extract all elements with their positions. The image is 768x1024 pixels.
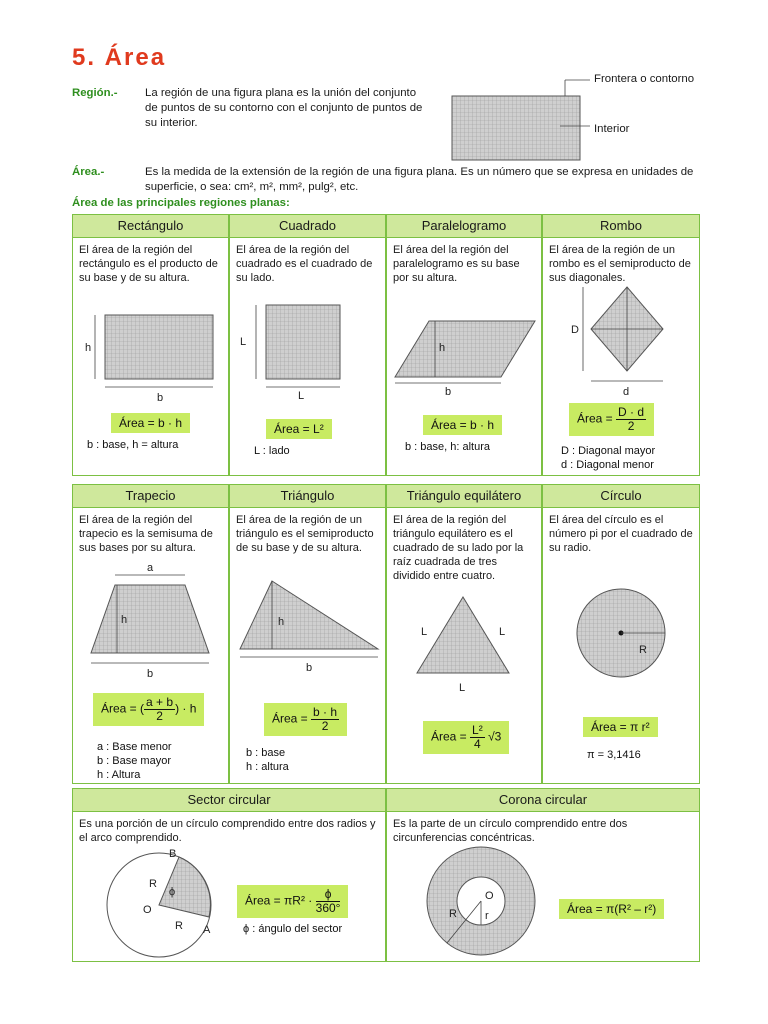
parallelogram-figure bbox=[395, 315, 535, 398]
panel-title: Triángulo equilátero bbox=[387, 485, 541, 508]
label-O: O bbox=[143, 904, 152, 916]
label-D: D bbox=[571, 324, 579, 336]
note-b: b : base bbox=[246, 747, 286, 759]
label-r: R bbox=[639, 644, 647, 656]
formula: Área = L² bbox=[266, 419, 332, 439]
panel-rectangulo bbox=[72, 214, 229, 476]
formula-num: b · h bbox=[313, 705, 338, 719]
panel-triangulo bbox=[229, 484, 386, 784]
label-h: h bbox=[439, 342, 446, 354]
formula-note: b : base, h = altura bbox=[87, 439, 179, 451]
label-l-bottom: L bbox=[298, 390, 305, 402]
page-title: 5. Área bbox=[72, 44, 167, 71]
label-A: A bbox=[203, 924, 211, 936]
panel-trapecio bbox=[72, 484, 229, 784]
label-h: h bbox=[278, 616, 285, 628]
formula-lhs: Área = bbox=[577, 411, 613, 426]
panel-title: Cuadrado bbox=[230, 215, 385, 238]
interior-label: Interior bbox=[594, 123, 630, 135]
label-b: b bbox=[147, 668, 154, 680]
panel-text: El área de la región de un triángulo es el semiproducto de su base y de su altura. bbox=[236, 514, 374, 554]
formula-note: b : base, h: altura bbox=[405, 441, 490, 453]
formula-num: a + b bbox=[146, 695, 174, 709]
formula: Área = π r² bbox=[583, 717, 658, 737]
formula: Área = π(R² – r²) bbox=[559, 899, 664, 919]
note-h: h : altura bbox=[246, 761, 289, 773]
panel-text: El área del la región del paralelogramo es su base por su altura. bbox=[393, 244, 520, 284]
formula-lhs: Área = bbox=[431, 729, 467, 744]
panel-title: Círculo bbox=[543, 485, 699, 508]
label-l-right: L bbox=[499, 626, 506, 638]
rectangle-figure bbox=[83, 309, 223, 404]
label-l-side: L bbox=[240, 336, 247, 348]
panel-equilatero bbox=[386, 484, 542, 784]
formula-lhs: Área = bbox=[272, 711, 308, 726]
panel-cuadrado bbox=[229, 214, 386, 476]
label-l-bottom: L bbox=[459, 682, 466, 694]
label-b: b bbox=[157, 392, 164, 404]
panel-sector bbox=[72, 788, 386, 962]
note-d: d : Diagonal menor bbox=[561, 459, 654, 471]
formula bbox=[569, 403, 654, 436]
panel-text: El área de la región del cuadrado es el cuadrado de su lado. bbox=[236, 244, 373, 284]
region-label: Región.- bbox=[72, 87, 118, 99]
panel-rombo bbox=[542, 214, 700, 476]
formula: Área = b · h bbox=[111, 413, 190, 433]
label-a: a bbox=[147, 562, 154, 574]
formula-rhs: · h bbox=[182, 701, 197, 716]
circle-figure bbox=[569, 587, 679, 683]
formula-rhs: √3 bbox=[488, 729, 502, 744]
formula-lhs: Área = bbox=[101, 701, 137, 716]
label-R1: R bbox=[149, 878, 157, 890]
formula bbox=[423, 721, 509, 754]
formula: Área = ( $\frac{a + b}{2}$ ) · h bbox=[93, 693, 204, 726]
formula-den: 4 bbox=[474, 737, 481, 751]
formula-note: ϕ : ángulo del sector bbox=[243, 923, 343, 935]
panel-circulo bbox=[542, 484, 700, 784]
panel-text: El área de la región del rectángulo es el producto de su base y de su altura. bbox=[79, 244, 218, 284]
rhombus-figure bbox=[563, 285, 693, 398]
label-R2: R bbox=[175, 920, 183, 932]
pi-value: π = 3,1416 bbox=[587, 749, 641, 761]
formula-num: ϕ bbox=[316, 888, 341, 902]
panel-corona bbox=[386, 788, 700, 962]
label-O: O bbox=[485, 890, 494, 902]
formula-note: L : lado bbox=[254, 445, 290, 457]
formula-lhs: Área = πR² · bbox=[245, 893, 313, 908]
panel-title: Triángulo bbox=[230, 485, 385, 508]
label-phi: ϕ bbox=[169, 886, 176, 898]
label-h: h bbox=[85, 342, 92, 354]
formula-den: 2 bbox=[627, 419, 635, 433]
formula-den: 360° bbox=[315, 901, 341, 915]
subtitle: Área de las principales regiones planas: bbox=[72, 197, 290, 209]
formula-den: 2 bbox=[321, 719, 329, 733]
formula-num: L² bbox=[472, 723, 483, 737]
label-B: B bbox=[169, 848, 177, 860]
label-d: d bbox=[623, 386, 630, 398]
panel-title: Sector circular bbox=[73, 789, 385, 812]
panel-title: Paralelogramo bbox=[387, 215, 541, 238]
triangle-figure bbox=[236, 577, 386, 677]
label-l-left: L bbox=[421, 626, 428, 638]
note-a: a : Base menor bbox=[97, 741, 172, 753]
panel-title: Corona circular bbox=[387, 789, 699, 812]
trapezoid-figure bbox=[87, 561, 227, 680]
formula bbox=[237, 885, 348, 918]
label-h: h bbox=[121, 614, 128, 626]
panel-text: El área de la región de un rombo es el semiproducto de sus diagonales. bbox=[549, 244, 691, 284]
panel-title: Trapecio bbox=[73, 485, 228, 508]
annulus-figure bbox=[425, 845, 545, 957]
formula: Área = b · h bbox=[423, 415, 502, 435]
panel-text: El área de la región del triángulo equilátero es el cuadrado de su lado por la raíz cuadrada de tres dividido entre cuatro. bbox=[393, 514, 524, 582]
formula-den: 2 bbox=[156, 709, 163, 723]
square-figure bbox=[240, 301, 380, 401]
panel-title: Rombo bbox=[543, 215, 699, 238]
note-h: h : Altura bbox=[97, 769, 141, 781]
panel-text: Es la parte de un círculo comprendido entre dos circunferencias concéntricas. bbox=[393, 818, 628, 844]
label-b: b bbox=[306, 662, 313, 674]
note-b: b : Base mayor bbox=[97, 755, 171, 767]
panel-text: El área del círculo es el número pi por el cuadrado de su radio. bbox=[549, 514, 693, 554]
panel-paralelogramo bbox=[386, 214, 542, 476]
area-text: Es la medida de la extensión de la región de una figura plana. Es un número que se expresa en unidades de superficie, o sea: cm², m², mm², pulg², etc. bbox=[145, 166, 694, 193]
label-r: r bbox=[485, 910, 489, 922]
area-label: Área.- bbox=[72, 166, 105, 178]
label-b: b bbox=[445, 386, 452, 398]
region-text: La región de una figura plana es la unión del conjunto de puntos de su contorno con el conjunto de puntos de su interior. bbox=[145, 87, 423, 129]
label-R: R bbox=[449, 908, 457, 920]
frontier-label: Frontera o contorno bbox=[594, 73, 695, 85]
formula bbox=[264, 703, 347, 736]
sector-figure bbox=[101, 847, 231, 957]
equilateral-figure bbox=[407, 593, 527, 693]
panel-text: Es una porción de un círculo comprendido entre dos radios y el arco comprendido. bbox=[79, 818, 376, 844]
note-D: D : Diagonal mayor bbox=[561, 445, 656, 457]
panel-text: El área de la región del trapecio es la semisuma de sus bases por su altura. bbox=[79, 514, 213, 554]
panel-title: Rectángulo bbox=[73, 215, 228, 238]
formula-num: D · d bbox=[618, 405, 645, 419]
